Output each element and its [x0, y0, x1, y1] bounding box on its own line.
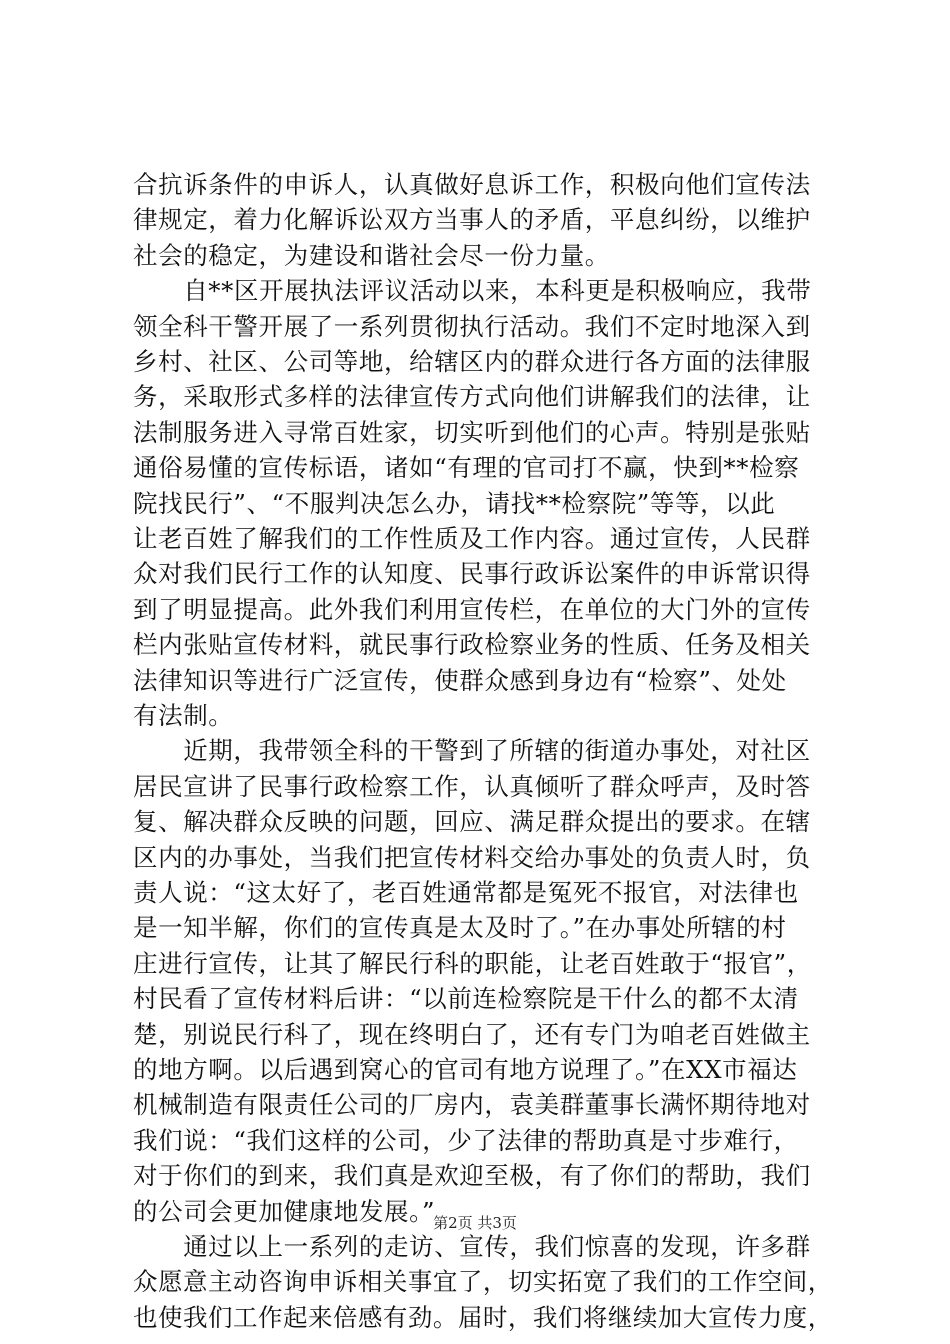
text-line: 楚，别说民行科了，现在终明白了，还有专门为咱老百姓做主 — [133, 1019, 811, 1049]
text-line: 区内的办事处，当我们把宣传材料交给办事处的负责人时，负 — [133, 842, 811, 872]
text-line: 领全科干警开展了一系列贯彻执行活动。我们不定时地深入到 — [133, 311, 811, 341]
text-line: 众对我们民行工作的认知度、民事行政诉讼案件的申诉常识得 — [133, 559, 811, 589]
text-line: 让老百姓了解我们的工作性质及工作内容。通过宣传，人民群 — [133, 524, 811, 553]
text-line: 通俗易懂的宣传标语，诸如“有理的官司打不赢，快到**检察 — [133, 453, 800, 483]
text-line: 的公司会更加健康地发展。” — [133, 1196, 436, 1226]
page-footer: 第2页 共3页 — [433, 1214, 517, 1232]
text-line: 到了明显提高。此外我们利用宣传栏，在单位的大门外的宣传 — [133, 594, 811, 624]
text-line: 务，采取形式多样的法律宣传方式向他们讲解我们的法律，让 — [133, 382, 811, 412]
text-line: 栏内张贴宣传材料，就民事行政检察业务的性质、任务及相关 — [133, 630, 811, 660]
text-line: 社会的稳定，为建设和谐社会尽一份力量。 — [133, 240, 610, 270]
text-line: 通过以上一系列的走访、宣传，我们惊喜的发现，许多群 — [133, 1232, 811, 1261]
text-line: 村民看了宣传材料后讲：“以前连检察院是干什么的都不太清 — [133, 984, 799, 1014]
text-line: 众愿意主动咨询申诉相关事宜了，切实拓宽了我们的工作空间， — [133, 1267, 833, 1297]
text-line: 也使我们工作起来倍感有劲。届时，我们将继续加大宣传力度， — [133, 1302, 833, 1332]
text-line: 法律知识等进行广泛宣传，使群众感到身边有“检察”、处处 — [133, 665, 787, 695]
text-line: 庄进行宣传，让其了解民行科的职能，让老百姓敢于“报官”， — [133, 948, 812, 978]
text-line: 律规定，着力化解诉讼双方当事人的矛盾，平息纠纷，以维护 — [133, 205, 811, 235]
text-line: 院找民行”、“不服判决怎么办，请找**检察院”等等，以此 — [133, 488, 776, 518]
text-line: 我们说：“我们这样的公司，少了法律的帮助真是寸步难行， — [133, 1125, 799, 1155]
text-line: 法制服务进入寻常百姓家，切实听到他们的心声。特别是张贴 — [133, 417, 811, 447]
text-line: 近期，我带领全科的干警到了所辖的街道办事处，对社区 — [133, 736, 811, 766]
text-line: 乡村、社区、公司等地，给辖区内的群众进行各方面的法律服 — [133, 347, 811, 376]
text-line: 责人说：“这太好了，老百姓通常都是冤死不报官，对法律也 — [133, 878, 799, 907]
text-line: 复、解决群众反映的问题，回应、满足群众提出的要求。在辖 — [133, 807, 811, 837]
text-line: 居民宣讲了民事行政检察工作，认真倾听了群众呼声，及时答 — [133, 771, 811, 801]
text-line: 的地方啊。以后遇到窝心的官司有地方说理了。”在XX市福达 — [133, 1055, 798, 1084]
text-line: 有法制。 — [133, 701, 234, 730]
text-line: 对于你们的到来，我们真是欢迎至极，有了你们的帮助，我们 — [133, 1161, 811, 1191]
text-line: 机械制造有限责任公司的厂房内，袁美群董事长满怀期待地对 — [133, 1090, 811, 1120]
text-line: 自**区开展执法评议活动以来，本科更是积极响应，我带 — [133, 276, 812, 306]
text-line: 是一知半解，你们的宣传真是太及时了。”在办事处所辖的村 — [133, 913, 787, 943]
text-line: 合抗诉条件的申诉人，认真做好息诉工作，积极向他们宣传法 — [133, 170, 811, 199]
